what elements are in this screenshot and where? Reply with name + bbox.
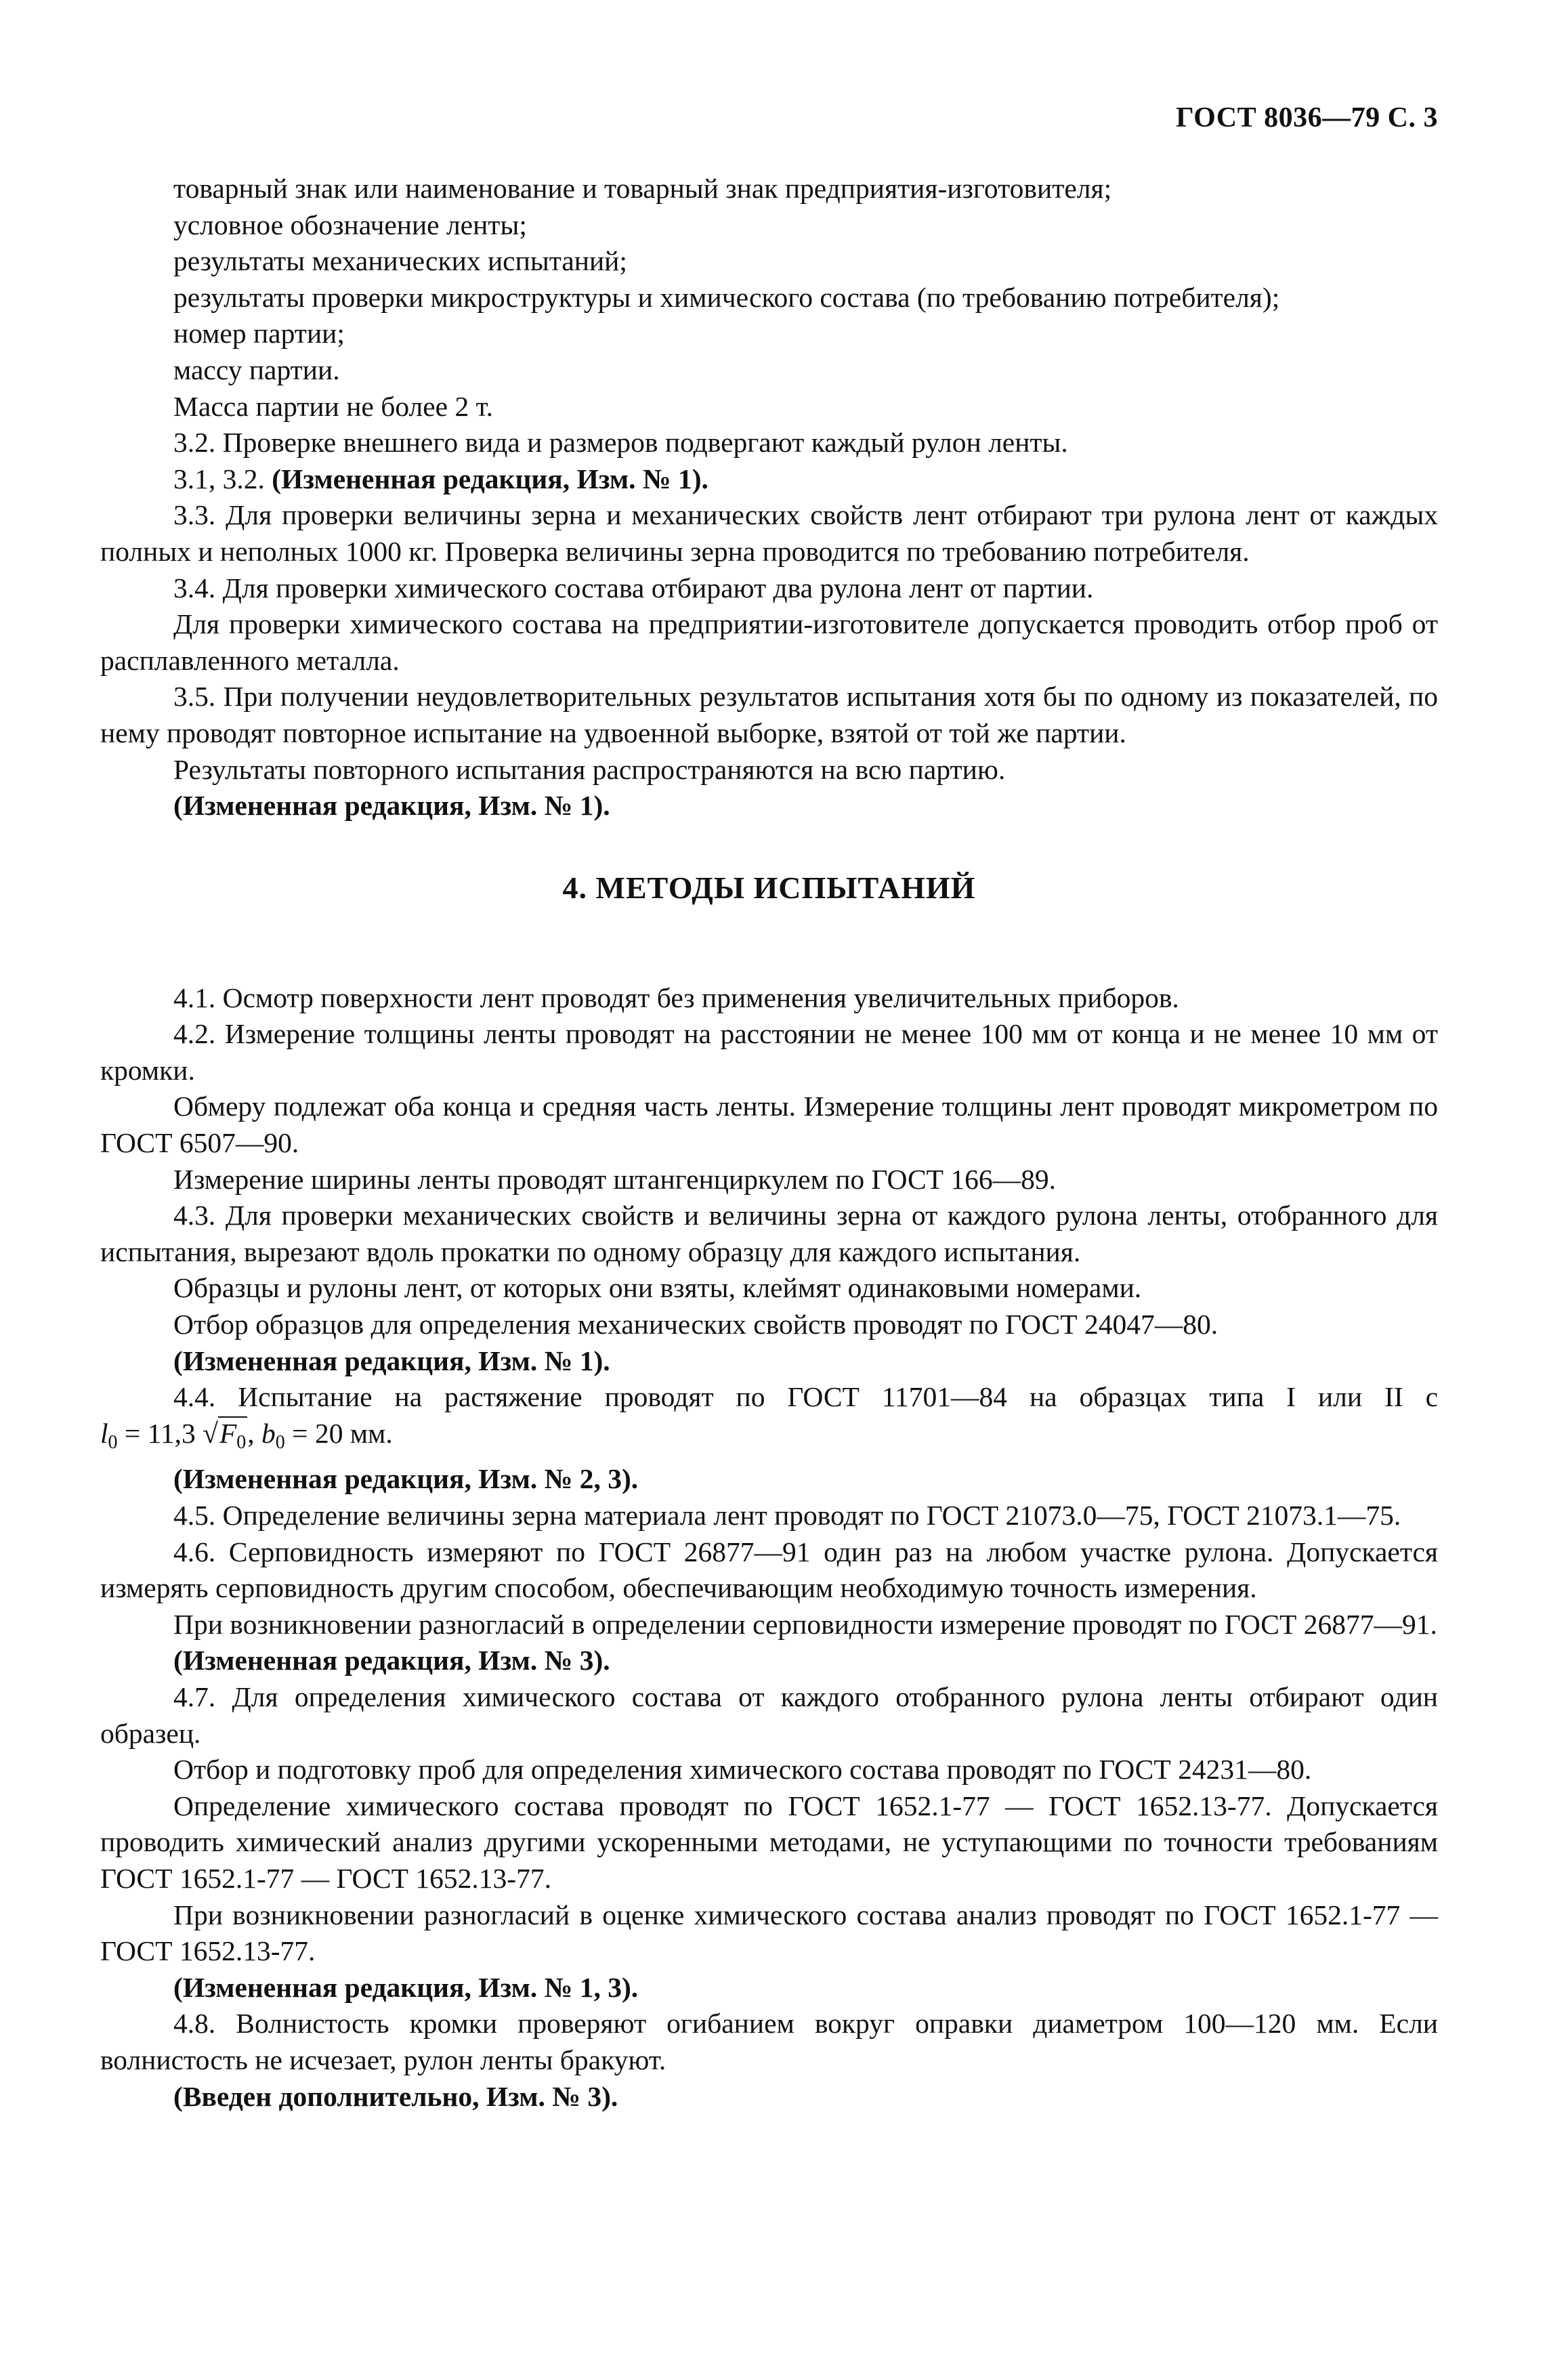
- list-item: результаты проверки микроструктуры и химического состава (по требованию потребителя);: [173, 281, 1280, 313]
- paragraph-3-2: 3.2. Проверке внешнего вида и размеров подвергают каждый рулон ленты.: [173, 427, 1068, 459]
- formula-F: F: [219, 1417, 237, 1449]
- clause-ref: 3.1, 3.2.: [173, 463, 272, 494]
- paragraph-4-4: 4.4. Испытание на растяжение проводят по ГОСТ 11701—84 на образцах типа I или II с: [173, 1381, 1438, 1413]
- edit-note: (Измененная редакция, Изм. № 1).: [173, 790, 610, 822]
- formula-comma: ,: [247, 1417, 262, 1449]
- paragraph-3-5: 3.5. При получении неудовлетворительных результатов испытания хотя бы по одному из показателей, по нему проводят повторное испытание на удвоенной выборке, взятой от той же партии.: [100, 681, 1438, 748]
- list-item: условное обозначение ленты;: [173, 209, 527, 240]
- paragraph-3-3: 3.3. Для проверки величины зерна и механических свойств лент отбирают три рулона лент от каждых полных и неполных 1000 кг. Проверка величины зерна проводится по требованию потребителя.: [100, 499, 1438, 567]
- list-item: номер партии;: [173, 318, 345, 350]
- formula-b: b: [261, 1417, 276, 1449]
- paragraph-4-7c: Определение химического состава проводят по ГОСТ 1652.1-77 — ГОСТ 1652.13-77. Допускается проводить химический анализ другими ускоренными методами, не уступающими по точности требованиям ГОСТ 1652.1-77 — ГОСТ 1652.13-77.: [100, 1790, 1438, 1894]
- paragraph-mass: Масса партии не более 2 т.: [173, 390, 493, 422]
- paragraph-4-7: 4.7. Для определения химического состава от каждого отобранного рулона ленты отбирают один образец.: [100, 1681, 1438, 1749]
- paragraph-4-1: 4.1. Осмотр поверхности лент проводят без применения увеличительных приборов.: [173, 982, 1179, 1013]
- section-title: 4. МЕТОДЫ ИСПЫТАНИЙ: [562, 870, 976, 905]
- edit-note: (Измененная редакция, Изм. № 1).: [272, 463, 708, 494]
- list-item: товарный знак или наименование и товарный знак предприятия-изготовителя;: [173, 173, 1112, 204]
- formula-l: l: [100, 1417, 108, 1449]
- list-item: массу партии.: [173, 354, 340, 385]
- paragraph-3-1-3-2: [100, 461, 1438, 498]
- formula-sub: 0: [236, 1431, 247, 1453]
- paragraph-3-5b: Результаты повторного испытания распространяются на всю партию.: [173, 753, 1006, 785]
- paragraph-4-2: 4.2. Измерение толщины ленты проводят на расстоянии не менее 100 мм от конца и не менее 10 мм от кромки.: [100, 1018, 1438, 1086]
- formula-sub: 0: [108, 1431, 118, 1453]
- edit-note: (Измененная редакция, Изм. № 2, 3).: [173, 1463, 639, 1495]
- sqrt-sign: √: [203, 1417, 218, 1449]
- paragraph-4-3c: Отбор образцов для определения механических свойств проводят по ГОСТ 24047—80.: [173, 1309, 1219, 1341]
- paragraph-4-6b: При возникновении разногласий в определении серповидности измерение проводят по ГОСТ 26877—91.: [173, 1608, 1437, 1640]
- paragraph-4-5: 4.5. Определение величины зерна материала лент проводят по ГОСТ 21073.0—75, ГОСТ 21073.1—75.: [173, 1500, 1401, 1531]
- paragraph-4-3: 4.3. Для проверки механических свойств и величины зерна от каждого рулона ленты, отобранного для испытания, вырезают вдоль прокатки по одному образцу для каждого испытания.: [100, 1200, 1438, 1267]
- paragraph-4-3b: Образцы и рулоны лент, от которых они взяты, клеймят одинаковыми номерами.: [173, 1272, 1142, 1304]
- paragraph-4-2b: Обмеру подлежат оба конца и средняя часть ленты. Измерение толщины лент проводят микрометром по ГОСТ 6507—90.: [100, 1091, 1438, 1159]
- paragraph-4-7b: Отбор и подготовку проб для определения химического состава проводят по ГОСТ 24231—80.: [173, 1754, 1312, 1786]
- paragraph-4-6: 4.6. Серповидность измеряют по ГОСТ 26877—91 один раз на любом участке рулона. Допускается измерять серповидность другим способом, обеспечивающим необходимую точность измерения.: [100, 1536, 1438, 1604]
- paragraph-4-8: 4.8. Волнистость кромки проверяют огибанием вокруг оправки диаметром 100—120 мм. Если волнистость не исчезает, рулон ленты бракуют.: [100, 2008, 1438, 2075]
- formula-eq: = 20 мм.: [284, 1417, 393, 1449]
- formula-sub: 0: [275, 1431, 285, 1453]
- paragraph-3-4b: Для проверки химического состава на предприятии-изготовителе допускается проводить отбор проб от расплавленного металла.: [100, 608, 1438, 676]
- paragraph-4-2c: Измерение ширины ленты проводят штангенциркулем по ГОСТ 166—89.: [173, 1163, 1057, 1195]
- formula-eq: = 11,3: [117, 1417, 203, 1449]
- edit-note: (Измененная редакция, Изм. № 1, 3).: [173, 1971, 639, 2003]
- edit-note: (Измененная редакция, Изм. № 3).: [173, 1645, 610, 1676]
- paragraph-3-4: 3.4. Для проверки химического состава отбирают два рулона лент от партии.: [173, 572, 1094, 604]
- added-note: (Введен дополнительно, Изм. № 3).: [173, 2080, 618, 2112]
- formula-radicand: [218, 1416, 247, 1453]
- edit-note: (Измененная редакция, Изм. № 1).: [173, 1345, 610, 1376]
- list-item: результаты механических испытаний;: [173, 245, 627, 277]
- document-body: [100, 171, 1438, 2115]
- paragraph-4-7d: При возникновении разногласий в оценке химического состава анализ проводят по ГОСТ 1652.1-77 — ГОСТ 1652.13-77.: [100, 1899, 1438, 1967]
- formula-line: [100, 1416, 1438, 1452]
- page-header: ГОСТ 8036—79 С. 3: [1175, 102, 1438, 133]
